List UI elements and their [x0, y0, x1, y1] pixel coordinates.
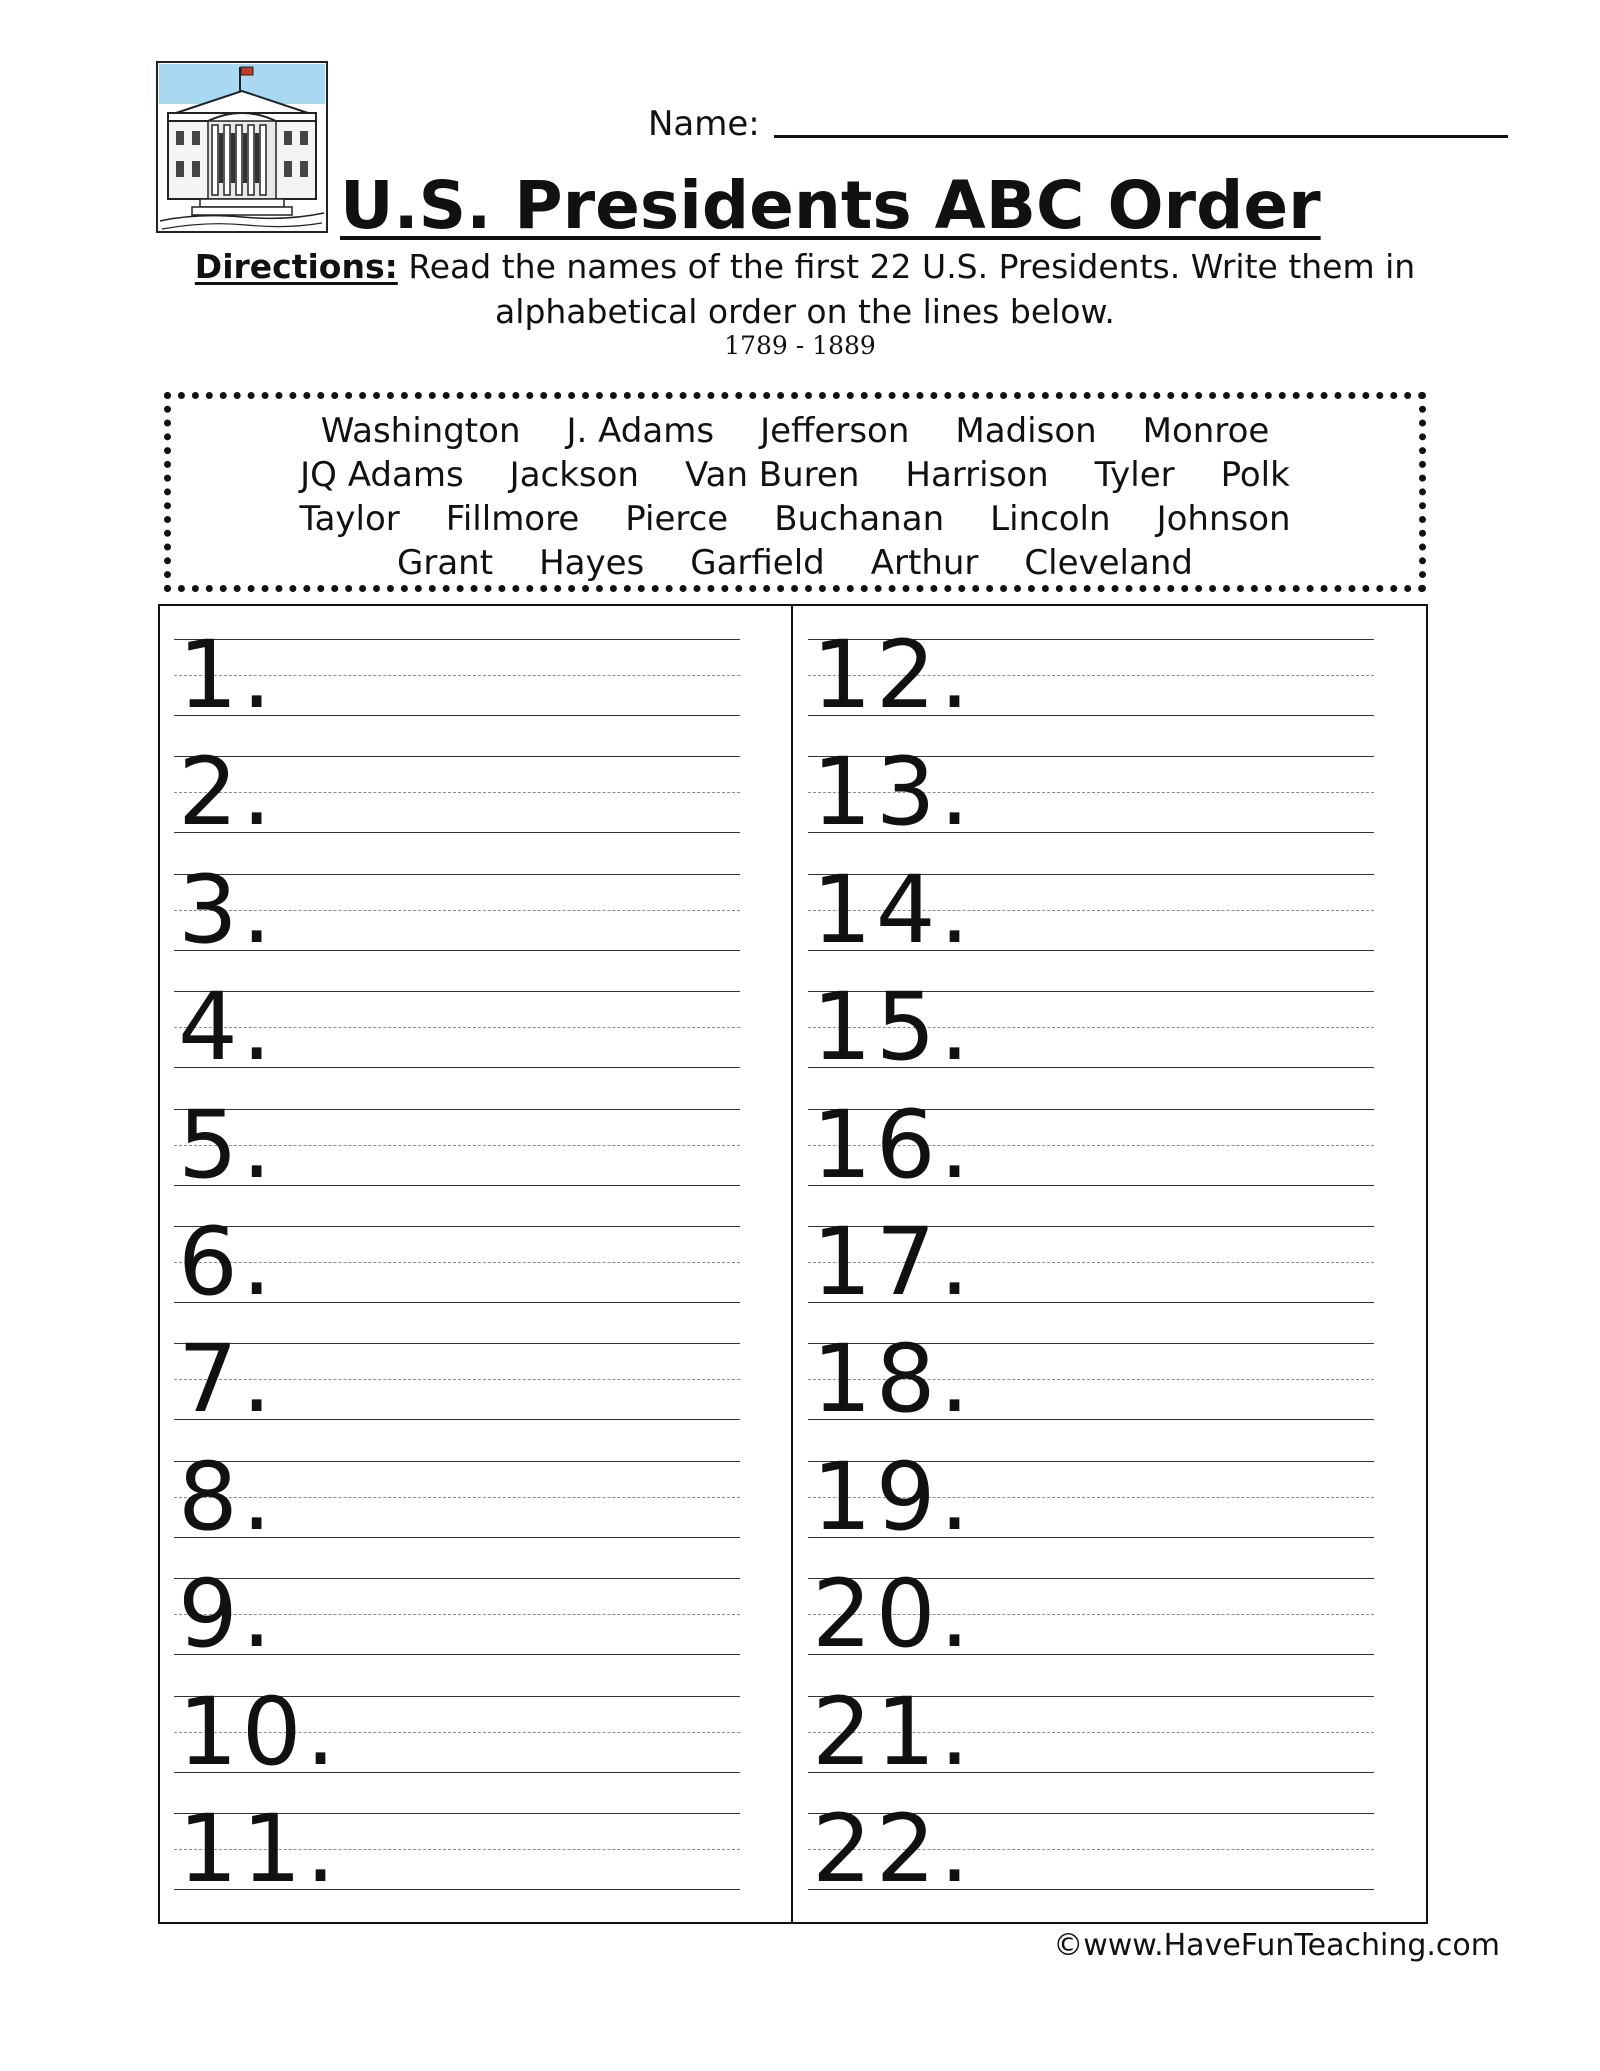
word-bank-word: Jefferson: [760, 411, 910, 451]
page-title: U.S. Presidents ABC Order: [340, 167, 1321, 244]
word-bank-word: JQ Adams: [300, 455, 464, 495]
word-bank-word: Washington: [320, 411, 521, 451]
answer-line[interactable]: [174, 1442, 740, 1552]
directions-text: Read the names of the first 22 U.S. Presidents. Write them in alphabetical order on the lines below.: [408, 247, 1416, 331]
word-bank-word: Arthur: [870, 543, 979, 583]
answer-number: 2.: [178, 738, 276, 848]
word-bank-word: Jackson: [509, 455, 639, 495]
word-bank-row: [171, 409, 1419, 453]
answer-number: 15.: [812, 973, 974, 1083]
word-bank-word: Pierce: [625, 499, 729, 539]
answer-line[interactable]: [174, 1090, 740, 1200]
answer-line[interactable]: [808, 1560, 1374, 1670]
answer-line[interactable]: [174, 1560, 740, 1670]
name-field[interactable]: [648, 96, 1508, 144]
word-bank-word: Van Buren: [684, 455, 860, 495]
answer-number: 14.: [812, 855, 974, 965]
directions: [140, 244, 1470, 334]
answer-line[interactable]: [174, 1208, 740, 1317]
answer-line[interactable]: [174, 1795, 740, 1904]
answer-box: [158, 604, 1428, 1924]
word-bank-word: Harrison: [905, 455, 1049, 495]
word-bank-row: [171, 497, 1419, 541]
answer-number: 21.: [812, 1677, 974, 1787]
word-bank-word: Taylor: [299, 499, 400, 539]
answer-number: 11.: [178, 1795, 340, 1904]
word-bank-row: [171, 453, 1419, 497]
answer-line[interactable]: [808, 1325, 1374, 1435]
answer-number: 10.: [178, 1677, 340, 1787]
answer-number: 18.: [812, 1325, 974, 1435]
name-write-line[interactable]: [774, 135, 1508, 138]
word-bank-word: Johnson: [1156, 499, 1291, 539]
word-bank-word: Grant: [397, 543, 494, 583]
answer-number: 16.: [812, 1090, 974, 1200]
word-bank-word: J. Adams: [566, 411, 715, 451]
answer-line[interactable]: [808, 973, 1374, 1083]
word-bank-word: Tyler: [1094, 455, 1175, 495]
word-bank-word: Cleveland: [1024, 543, 1193, 583]
answer-number: 12.: [812, 621, 974, 730]
answer-line[interactable]: [808, 1090, 1374, 1200]
answer-number: 3.: [178, 855, 276, 965]
word-bank-row: [171, 541, 1419, 585]
answer-line[interactable]: [808, 1208, 1374, 1317]
answer-line[interactable]: [808, 855, 1374, 965]
answer-number: 19.: [812, 1442, 974, 1552]
word-bank-word: Buchanan: [774, 499, 945, 539]
answer-line[interactable]: [174, 738, 740, 848]
word-bank-word: Garfield: [690, 543, 825, 583]
word-bank-word: Polk: [1220, 455, 1290, 495]
column-divider: [791, 606, 793, 1922]
answer-line[interactable]: [174, 1677, 740, 1787]
word-bank-word: Hayes: [539, 543, 645, 583]
copyright-footer: ©www.HaveFunTeaching.com: [1053, 1928, 1500, 1963]
answer-line[interactable]: [808, 1442, 1374, 1552]
white-house-icon: [156, 61, 328, 233]
answer-line[interactable]: [174, 973, 740, 1083]
answer-line[interactable]: [808, 738, 1374, 848]
answer-number: 5.: [178, 1090, 276, 1200]
answer-number: 8.: [178, 1442, 276, 1552]
answer-number: 20.: [812, 1560, 974, 1670]
answer-line[interactable]: [808, 1677, 1374, 1787]
answer-number: 17.: [812, 1208, 974, 1317]
answer-number: 6.: [178, 1208, 276, 1317]
answer-line[interactable]: [808, 1795, 1374, 1904]
answer-number: 1.: [178, 621, 276, 730]
word-bank-word: Monroe: [1142, 411, 1270, 451]
answer-line[interactable]: [174, 855, 740, 965]
directions-label: Directions:: [194, 247, 398, 286]
answer-line[interactable]: [174, 1325, 740, 1435]
answer-number: 13.: [812, 738, 974, 848]
word-bank: [164, 392, 1426, 592]
answer-number: 7.: [178, 1325, 276, 1435]
answer-line[interactable]: [174, 621, 740, 730]
word-bank-word: Madison: [955, 411, 1097, 451]
years-range: 1789 - 1889: [724, 331, 876, 360]
answer-number: 9.: [178, 1560, 276, 1670]
answer-number: 4.: [178, 973, 276, 1083]
name-label: Name:: [648, 104, 760, 144]
answer-number: 22.: [812, 1795, 974, 1904]
answer-line[interactable]: [808, 621, 1374, 730]
word-bank-word: Lincoln: [990, 499, 1111, 539]
word-bank-word: Fillmore: [445, 499, 580, 539]
